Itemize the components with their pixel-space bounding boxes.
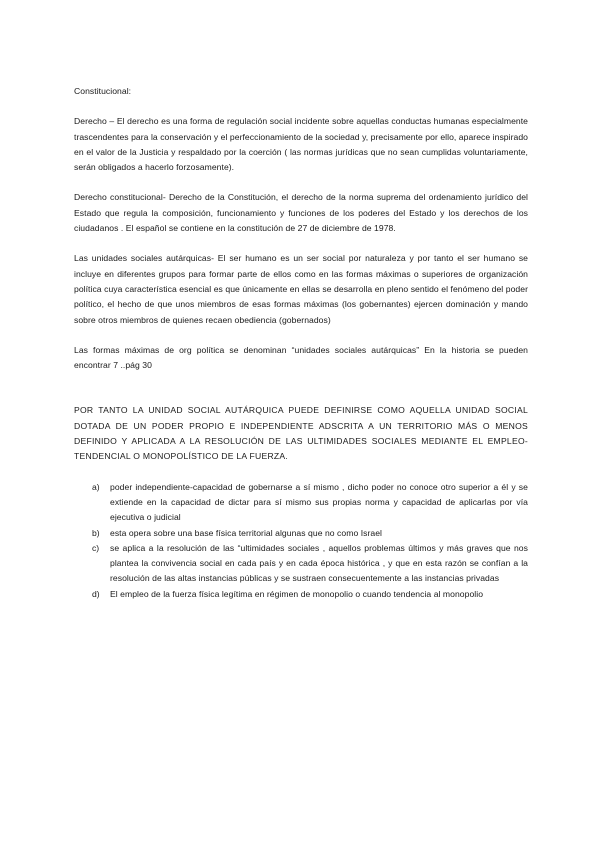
list-item [74, 541, 528, 587]
definition-caps-paragraph: POR TANTO LA UNIDAD SOCIAL AUTÁRQUICA PUEDE DEFINIRSE COMO AQUELLA UNIDAD SOCIAL DOTADA DE UN PODER PROPIO E INDEPENDIENTE ADSCRITA A UN TERRITORIO MÁS O MENOS DEFINIDO Y APLICADA A LA RESOLUCIÓN DE LAS ULTIMIDADES SOCIALES MEDIANTE EL EMPLEO-TENDENCIAL O MONOPOLÍSTICO DE LA FUERZA. [74, 405, 528, 462]
list-item [74, 480, 528, 526]
paragraph-spacer [74, 236, 528, 251]
list-item-text: El empleo de la fuerza física legítima en régimen de monopolio o cuando tendencia al monopolio [110, 588, 484, 599]
list-item-text: esta opera sobre una base física territorial algunas que no como Israel [110, 527, 383, 538]
paragraph-formas-maximas: Las formas máximas de org política se denominan “unidades sociales autárquicas” En la historia se pueden encontrar 7 ..pág 30 [74, 344, 528, 371]
characteristics-list [74, 480, 528, 602]
document-heading: Constitucional: [74, 86, 132, 96]
document-page [74, 84, 528, 602]
list-item-text: poder independiente-capacidad de gobernarse a sí mismo , dicho poder no conoce otro superior a él y se extiende en la capacidad de dictar para sí mismo sus propias norma y capacidad de aplicarlas por vía ejecutiva o judicial [110, 481, 528, 523]
list-marker: a) [92, 481, 100, 492]
list-item [74, 526, 528, 541]
list-item [74, 587, 528, 602]
paragraph-spacer [74, 465, 528, 480]
list-item-text: se aplica a la resolución de las “ultimidades sociales , aquellos problemas últimos y más graves que nos plantea la convivencia social en cada país y en cada época histórica , y que en esta razón se confían a la resolución de las altas instancias públicas y se sustraen consecuentemente a las instancias privadas [110, 542, 528, 584]
paragraph-spacer [74, 175, 528, 190]
paragraph-spacer [74, 373, 528, 388]
list-marker: b) [92, 527, 100, 538]
paragraph-spacer [74, 388, 528, 403]
paragraph-derecho: Derecho – El derecho es una forma de regulación social incidente sobre aquellas conductas humanas especialmente trascendentes para la conservación y el perfeccionamiento de la sociedad y, precisamente por ello, aparece inspirado en el valor de la Justicia y respaldado por la coerción ( las normas jurídicas que no sean cumplidas voluntariamente, serán obligados a hacerlo forzosamente). [74, 116, 528, 173]
paragraph-spacer [74, 328, 528, 343]
paragraph-derecho-constitucional: Derecho constitucional- Derecho de la Constitución, el derecho de la norma suprema del ordenamiento jurídico del Estado que regula la composición, funcionamiento y funciones de los poderes del Estado y los derechos de los ciudadanos . El español se contiene en la constitución de 27 de diciembre de 1978. [74, 192, 528, 234]
paragraph-unidades-sociales: Las unidades sociales autárquicas- El ser humano es un ser social por naturaleza y por tanto el ser humano se incluye en diferentes grupos para formar parte de ellos como en las formas máximas o superiores de organización política cuya característica esencial es que únicamente en ellas se desarrolla en pleno sentido el fenómeno del poder político, el hecho de que unos miembros de esas formas máximas (los gobernantes) ejercen dominación y mando sobre otros miembros de quienes recaen obediencia (gobernados) [74, 253, 528, 325]
list-marker: d) [92, 588, 100, 599]
list-marker: c) [92, 542, 100, 553]
